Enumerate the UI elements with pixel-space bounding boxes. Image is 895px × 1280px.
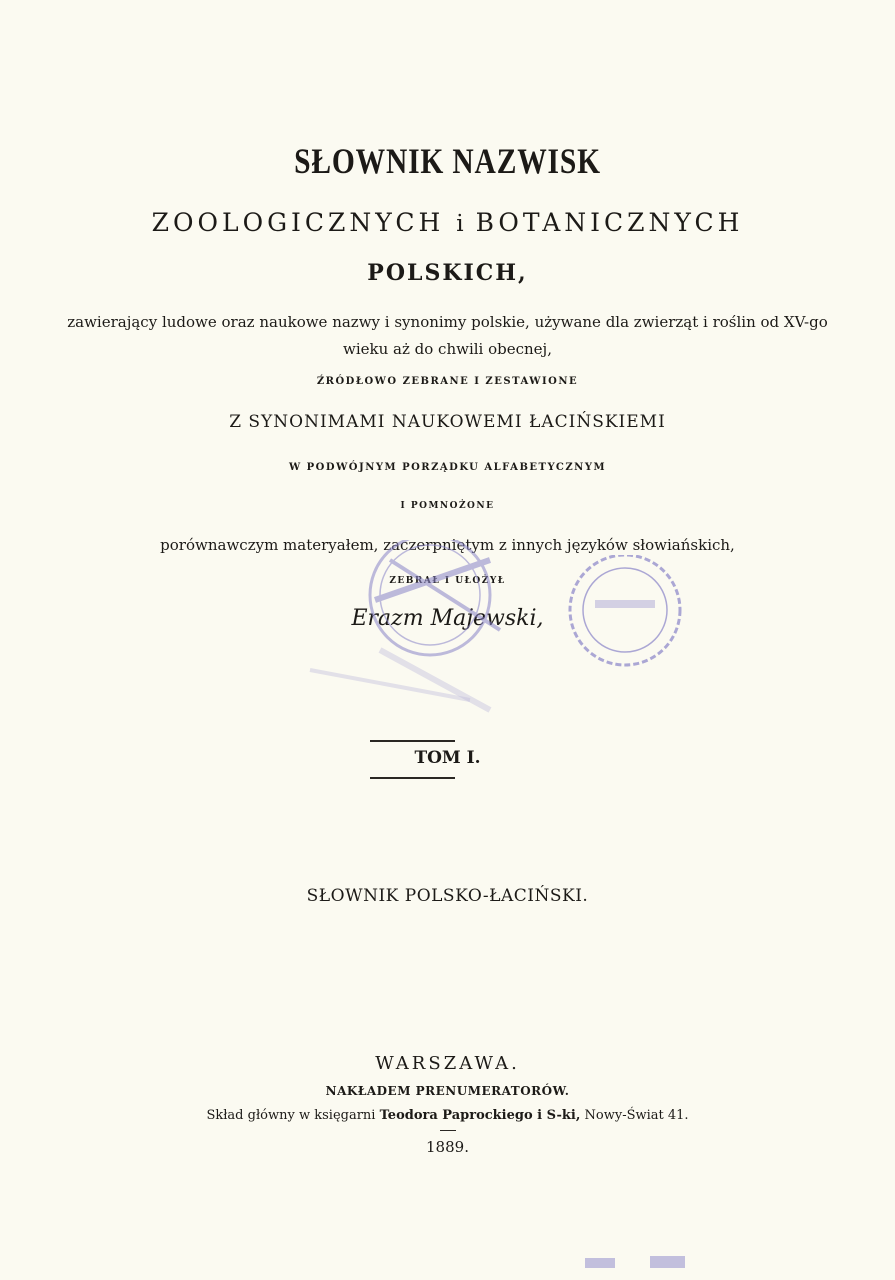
library-stamp-right bbox=[560, 555, 690, 675]
distributor-address: Nowy-Świat 41. bbox=[584, 1108, 689, 1123]
tom-rule-top bbox=[370, 740, 455, 742]
zebral-line: ZEBRAŁ I UŁOŻYŁ bbox=[389, 576, 506, 586]
porownawczym-line: porównawczym materyałem, zaczerpniętym z innych języków słowiańskich, bbox=[160, 536, 735, 554]
author-name: Erazm Majewski, bbox=[351, 606, 544, 631]
page-title: SŁOWNIK NAZWISK bbox=[294, 141, 601, 181]
dictionary-part-title: SŁOWNIK POLSKO-ŁACIŃSKI. bbox=[306, 886, 589, 906]
subtitle-part1: ZOOLOGICZNYCH bbox=[151, 208, 445, 237]
zrodlowo-line: ŹRÓDŁOWO ZEBRANE I ZESTAWIONE bbox=[316, 376, 579, 387]
synonimami-line: Z SYNONIMAMI NAUKOWEMI ŁACIŃSKIEMI bbox=[229, 412, 666, 432]
publication-year: 1889. bbox=[426, 1138, 469, 1156]
distributor-line bbox=[0, 1108, 895, 1123]
subtitle-part2: BOTANICZNYCH bbox=[475, 208, 744, 237]
year-rule bbox=[440, 1130, 456, 1131]
subtitle-polskich: POLSKICH, bbox=[367, 260, 528, 286]
city: WARSZAWA. bbox=[375, 1053, 520, 1074]
description-line-1: zawierający ludowe oraz naukowe nazwy i synonimy polskie, używane dla zwierząt i roślin od XV-go bbox=[67, 313, 828, 331]
tom-rule-bottom bbox=[370, 777, 455, 779]
volume-label: TOM I. bbox=[414, 748, 481, 768]
pomnozone-line: I POMNOŻONE bbox=[400, 501, 495, 511]
publisher-note: NAKŁADEM PRENUMERATORÓW. bbox=[325, 1084, 570, 1098]
porzadek-line: W PODWÓJNYM PORZĄDKU ALFABETYCZNYM bbox=[288, 462, 607, 473]
subtitle-connector: i bbox=[456, 211, 464, 237]
description-line-2: wieku aż do chwili obecnej, bbox=[343, 340, 552, 358]
subtitle bbox=[0, 208, 895, 237]
distributor-prefix: Skład główny w księgarni bbox=[206, 1108, 376, 1123]
shelf-mark bbox=[580, 1250, 700, 1275]
library-stamp-left bbox=[300, 540, 560, 740]
distributor-name: Teodora Paprockiego i S-ki, bbox=[379, 1108, 581, 1123]
